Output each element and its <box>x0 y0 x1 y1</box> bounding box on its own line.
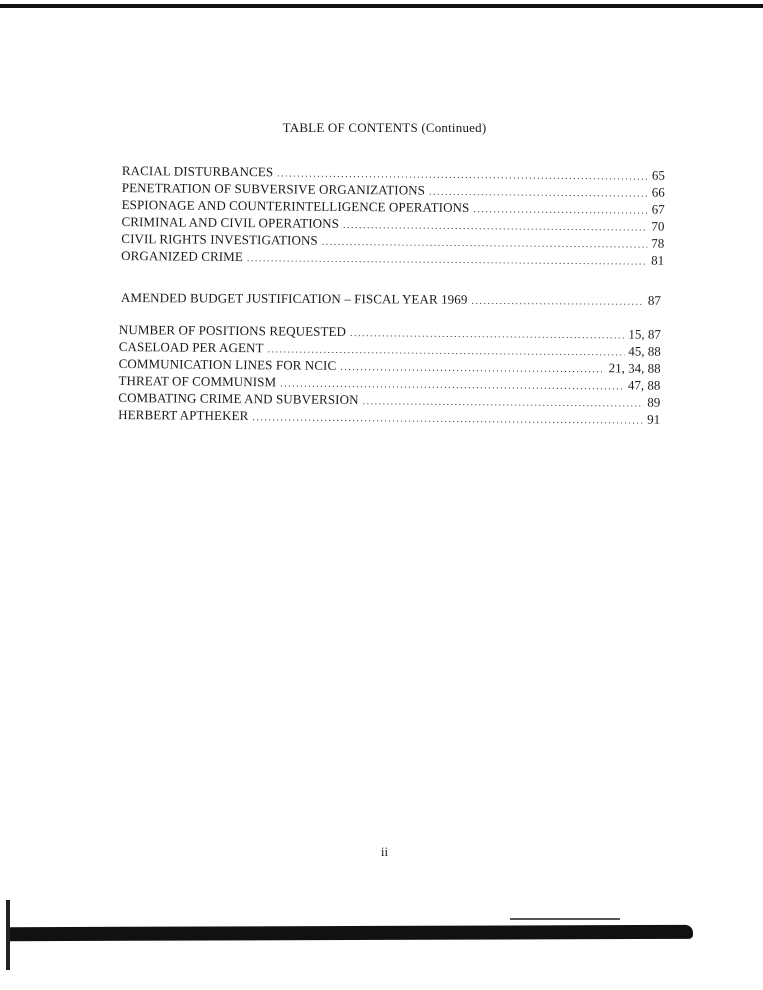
toc-entry-page: 78 <box>651 235 665 251</box>
toc-entry-label: THREAT OF COMMUNISM <box>118 372 277 390</box>
toc-entry-page: 81 <box>651 252 665 268</box>
toc-entry-page: 21, 34, 88 <box>608 360 661 376</box>
bottom-scan-streak <box>510 918 620 920</box>
page-number: ii <box>380 844 389 859</box>
toc-entry-page: 45, 88 <box>628 343 661 359</box>
toc-entry-label: CIVIL RIGHTS INVESTIGATIONS <box>121 230 318 248</box>
toc-entry-label: AMENDED BUDGET JUSTIFICATION – FISCAL YEAR 1969 <box>120 290 468 307</box>
toc-entry-page: 70 <box>651 218 665 234</box>
toc-entry-label: COMBATING CRIME AND SUBVERSION <box>118 389 359 408</box>
toc-entry-page: 66 <box>651 184 665 200</box>
toc-entry-page: 87 <box>647 292 661 308</box>
document-title: TABLE OF CONTENTS (Continued) <box>282 120 487 135</box>
toc-entry-label: ORGANIZED CRIME <box>121 247 243 265</box>
bottom-edge-rule <box>8 925 693 941</box>
toc-entry-label: RACIAL DISTURBANCES <box>121 162 274 180</box>
top-edge-rule <box>0 4 763 8</box>
left-scan-edge <box>6 900 10 970</box>
toc-entry <box>121 289 661 309</box>
toc-entry-page: 67 <box>651 201 665 217</box>
toc-dot-leader <box>473 201 647 220</box>
toc-dot-leader <box>247 250 647 270</box>
toc-entry-label: COMMUNICATION LINES FOR NCIC <box>118 355 337 373</box>
toc-entry-label: HERBERT APTHEKER <box>118 406 249 424</box>
toc-entry-label: CRIMINAL AND CIVIL OPERATIONS <box>121 213 340 231</box>
toc-section-investigations <box>121 162 665 269</box>
toc-entry-label: ESPIONAGE AND COUNTERINTELLIGENCE OPERATIONS <box>121 196 470 216</box>
toc-section-budget <box>121 289 661 309</box>
toc-entry-label: PENETRATION OF SUBVERSIVE ORGANIZATIONS <box>121 179 426 198</box>
toc-dot-leader <box>252 409 643 429</box>
toc-entry-label: NUMBER OF POSITIONS REQUESTED <box>118 321 347 339</box>
toc-section-topics <box>118 321 661 428</box>
toc-entry-page: 65 <box>651 167 665 183</box>
toc-dot-leader <box>471 293 644 311</box>
toc-entry-page: 15, 87 <box>628 326 661 342</box>
toc-entry-page: 91 <box>647 411 661 427</box>
toc-entry-label: CASELOAD PER AGENT <box>118 338 264 356</box>
toc-entry-page: 47, 88 <box>627 377 661 393</box>
toc-entry-page: 89 <box>647 394 661 410</box>
